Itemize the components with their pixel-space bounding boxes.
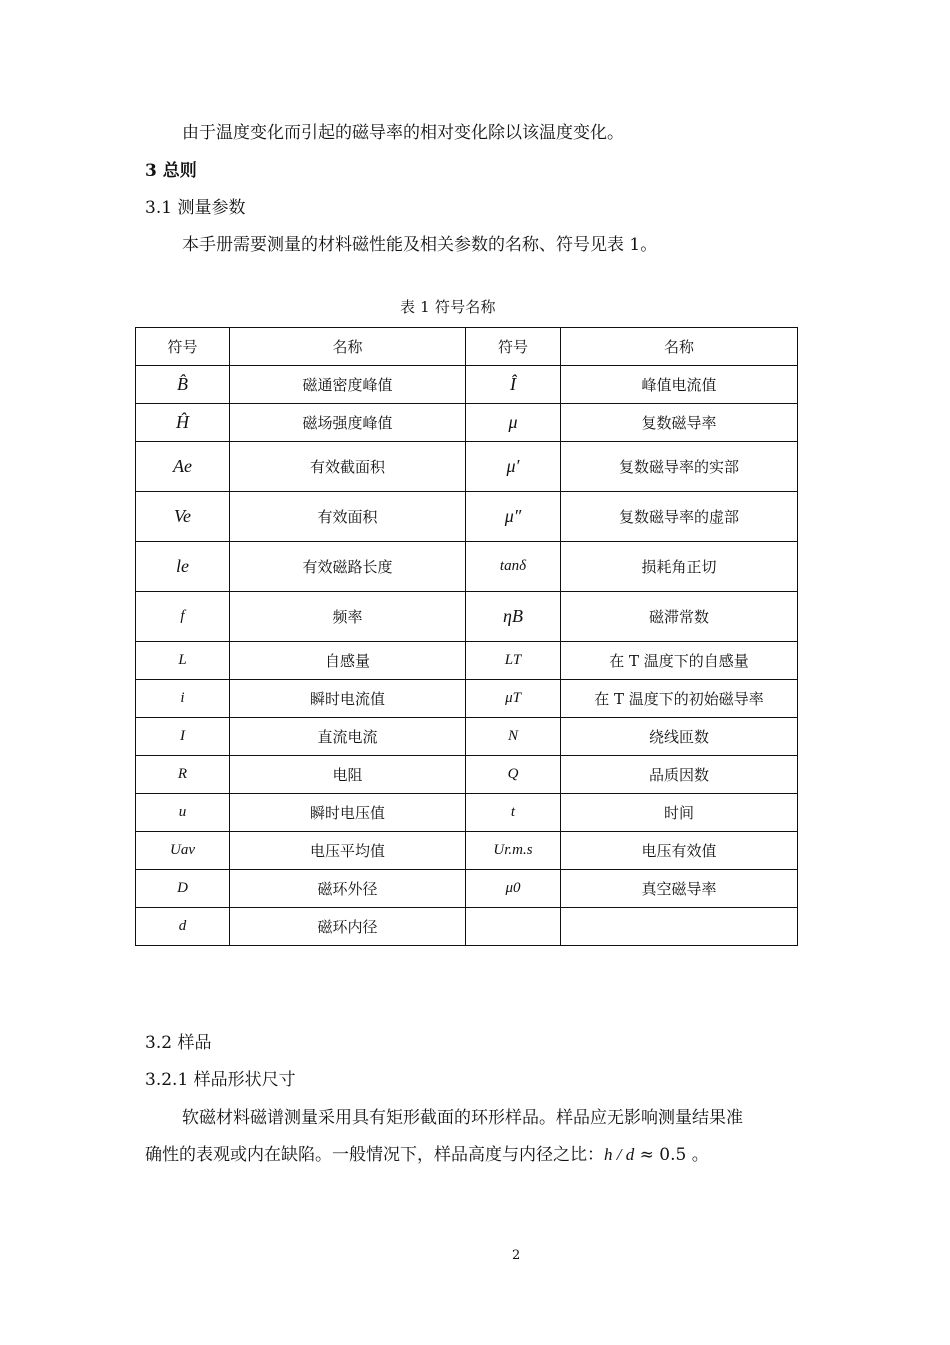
- symbol-cell: N: [466, 718, 561, 756]
- symbol-cell: Ae: [136, 442, 230, 492]
- symbol-cell: ηB: [466, 592, 561, 642]
- name-cell: 磁滞常数: [561, 592, 798, 642]
- section-3-2-1-heading: 3.2.1 样品形状尺寸: [145, 1070, 296, 1090]
- symbol-table-wrapper: [135, 327, 797, 946]
- symbol-cell: μ′: [466, 442, 561, 492]
- symbol-cell: I: [136, 718, 230, 756]
- table-row: [136, 542, 798, 592]
- table-caption: 表 1 符号名称: [400, 298, 496, 316]
- name-cell: 有效截面积: [230, 442, 466, 492]
- name-cell: 瞬时电流值: [230, 680, 466, 718]
- table-row: [136, 718, 798, 756]
- symbol-cell: L: [136, 642, 230, 680]
- symbol-cell: Î: [466, 366, 561, 404]
- page-number: 2: [512, 1248, 521, 1263]
- table-header-row: [136, 328, 798, 366]
- symbol-cell: [466, 908, 561, 946]
- symbol-cell: i: [136, 680, 230, 718]
- symbol-cell: d: [136, 908, 230, 946]
- symbol-table: [135, 327, 798, 946]
- body-line2-prefix: 确性的表观或内在缺陷。一般情况下，样品高度与内径之比：: [145, 1145, 604, 1165]
- section-3-2-1-body-line2: [145, 1143, 709, 1167]
- name-cell: 复数磁导率的虚部: [561, 492, 798, 542]
- name-cell: 自感量: [230, 642, 466, 680]
- symbol-cell: u: [136, 794, 230, 832]
- symbol-cell: tanδ: [466, 542, 561, 592]
- name-cell: 频率: [230, 592, 466, 642]
- header-symbol-1: 符号: [136, 328, 230, 366]
- name-cell: [561, 908, 798, 946]
- name-cell: 复数磁导率的实部: [561, 442, 798, 492]
- symbol-cell: Ur.m.s: [466, 832, 561, 870]
- name-cell: 峰值电流值: [561, 366, 798, 404]
- name-cell: 有效磁路长度: [230, 542, 466, 592]
- symbol-cell: Ve: [136, 492, 230, 542]
- symbol-cell: f: [136, 592, 230, 642]
- name-cell: 有效面积: [230, 492, 466, 542]
- name-cell: 直流电流: [230, 718, 466, 756]
- section-3-2-heading: 3.2 样品: [145, 1033, 212, 1053]
- name-cell: 电阻: [230, 756, 466, 794]
- symbol-cell: t: [466, 794, 561, 832]
- table-row: [136, 366, 798, 404]
- name-cell: 在 T 温度下的初始磁导率: [561, 680, 798, 718]
- name-cell: 磁环外径: [230, 870, 466, 908]
- symbol-cell: μ″: [466, 492, 561, 542]
- header-name-2: 名称: [561, 328, 798, 366]
- table-row: [136, 756, 798, 794]
- table-row: [136, 832, 798, 870]
- symbol-cell: Q: [466, 756, 561, 794]
- name-cell: 复数磁导率: [561, 404, 798, 442]
- table-row: [136, 442, 798, 492]
- table-row: [136, 794, 798, 832]
- section-3-2-1-body-line1: 软磁材料磁谱测量采用具有矩形截面的环形样品。样品应无影响测量结果准: [182, 1108, 743, 1128]
- section-3-1-body: 本手册需要测量的材料磁性能及相关参数的名称、符号见表 1。: [182, 235, 658, 255]
- table-row: [136, 642, 798, 680]
- symbol-cell: Ĥ: [136, 404, 230, 442]
- table-row: [136, 680, 798, 718]
- name-cell: 损耗角正切: [561, 542, 798, 592]
- symbol-cell: D: [136, 870, 230, 908]
- name-cell: 磁环内径: [230, 908, 466, 946]
- symbol-cell: μ: [466, 404, 561, 442]
- table-row: [136, 908, 798, 946]
- symbol-cell: LT: [466, 642, 561, 680]
- ratio-expression: h / d: [604, 1145, 635, 1164]
- name-cell: 在 T 温度下的自感量: [561, 642, 798, 680]
- name-cell: 磁通密度峰值: [230, 366, 466, 404]
- name-cell: 磁场强度峰值: [230, 404, 466, 442]
- name-cell: 品质因数: [561, 756, 798, 794]
- symbol-cell: B̂: [136, 366, 230, 404]
- symbol-cell: Uav: [136, 832, 230, 870]
- name-cell: 时间: [561, 794, 798, 832]
- intro-definition-text: 由于温度变化而引起的磁导率的相对变化除以该温度变化。: [182, 123, 624, 143]
- ratio-value: ≈ 0.5 。: [634, 1145, 709, 1165]
- name-cell: 瞬时电压值: [230, 794, 466, 832]
- name-cell: 真空磁导率: [561, 870, 798, 908]
- name-cell: 电压有效值: [561, 832, 798, 870]
- table-row: [136, 870, 798, 908]
- name-cell: 绕线匝数: [561, 718, 798, 756]
- table-row: [136, 404, 798, 442]
- table-row: [136, 492, 798, 542]
- symbol-cell: μ0: [466, 870, 561, 908]
- table-row: [136, 592, 798, 642]
- section-3-heading: 3 总则: [145, 161, 197, 181]
- symbol-cell: le: [136, 542, 230, 592]
- header-name-1: 名称: [230, 328, 466, 366]
- symbol-cell: R: [136, 756, 230, 794]
- header-symbol-2: 符号: [466, 328, 561, 366]
- section-3-1-heading: 3.1 测量参数: [145, 198, 246, 218]
- symbol-cell: μT: [466, 680, 561, 718]
- name-cell: 电压平均值: [230, 832, 466, 870]
